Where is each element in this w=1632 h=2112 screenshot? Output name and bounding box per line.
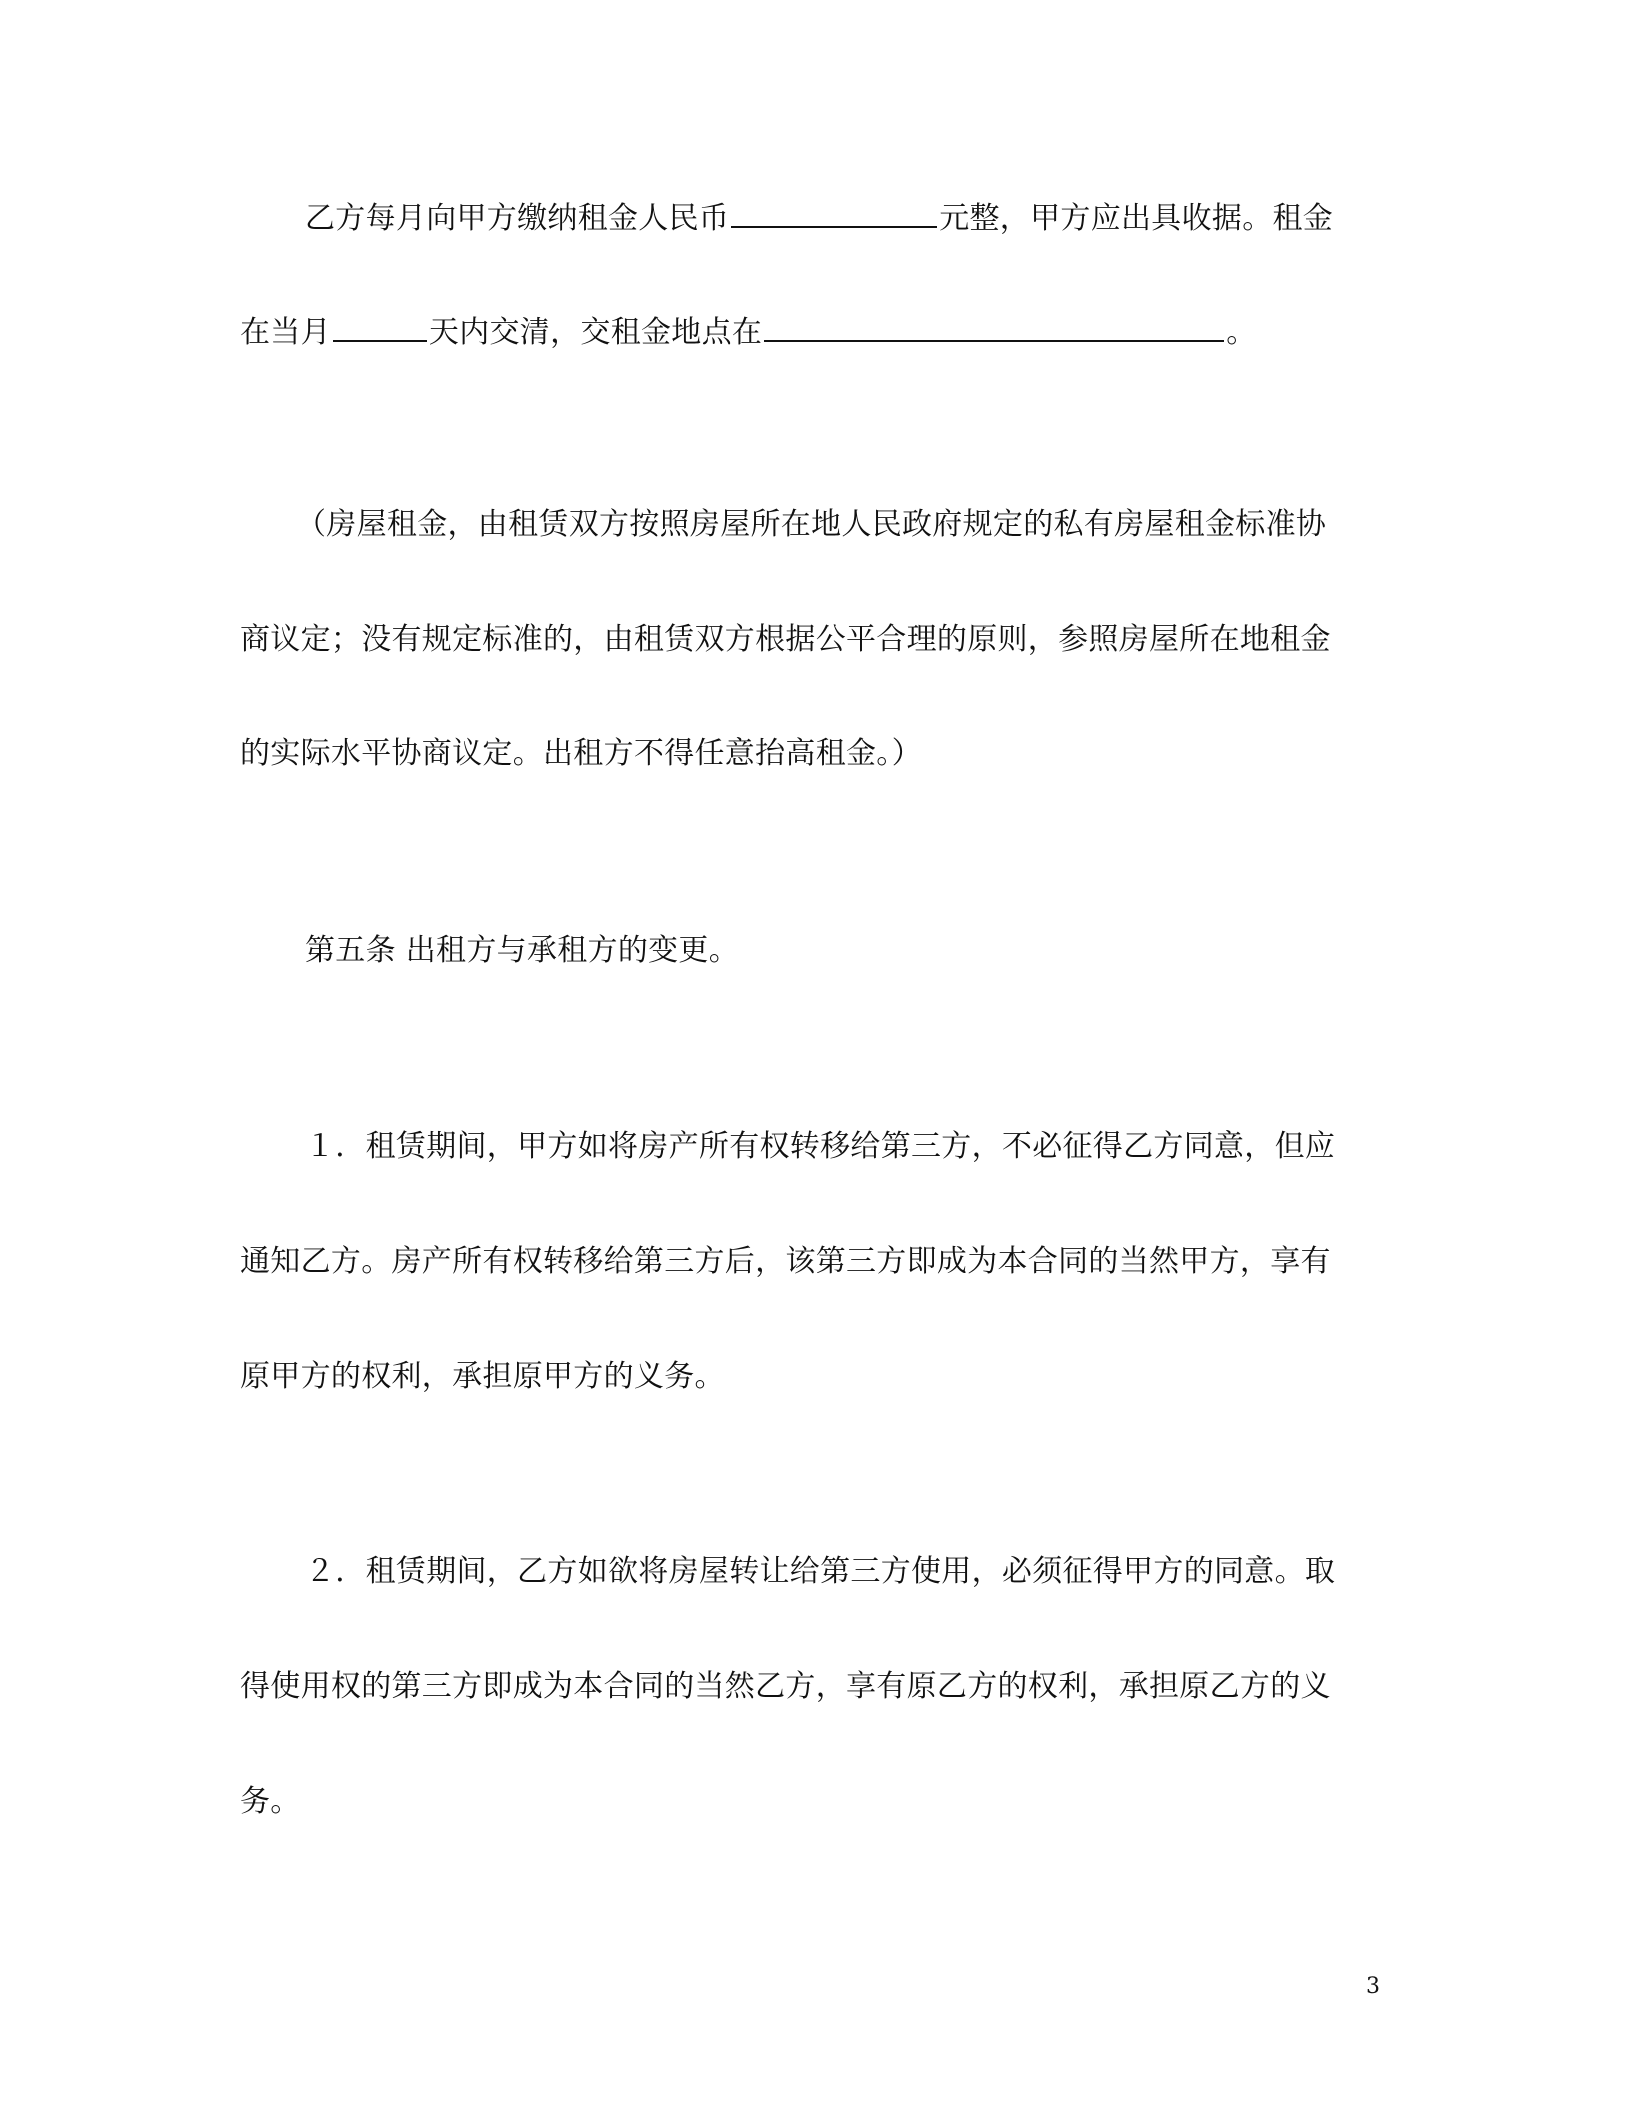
payment-location-suffix: 。 bbox=[1226, 315, 1257, 350]
payment-location-blank bbox=[764, 310, 1224, 342]
clause-1-line-1: １．租赁期间，甲方如将房产所有权转移给第三方，不必征得乙方同意，但应 bbox=[305, 1129, 1336, 1164]
rent-amount-blank bbox=[731, 196, 937, 228]
payment-location-prefix: 天内交清，交租金地点在 bbox=[428, 315, 763, 350]
payment-days-blank bbox=[333, 310, 427, 342]
rent-payment-line-2 bbox=[240, 310, 1257, 353]
article-5-heading: 第五条 出租方与承租方的变更。 bbox=[305, 933, 740, 968]
rent-note-line-3: 的实际水平协商议定。出租方不得任意抬高租金。） bbox=[240, 736, 922, 771]
rent-amount-suffix: 元整，甲方应出具收据。租金 bbox=[939, 201, 1334, 236]
rent-note-line-1: （房屋租金，由租赁双方按照房屋所在地人民政府规定的私有房屋租金标准协 bbox=[296, 507, 1327, 542]
rent-note-line-2: 商议定；没有规定标准的，由租赁双方根据公平合理的原则，参照房屋所在地租金 bbox=[240, 622, 1331, 657]
payment-days-prefix: 在当月 bbox=[240, 315, 331, 350]
clause-2-line-3: 务。 bbox=[240, 1784, 301, 1819]
clause-2-line-2: 得使用权的第三方即成为本合同的当然乙方，享有原乙方的权利，承担原乙方的义 bbox=[240, 1669, 1331, 1704]
page-number: 3 bbox=[1366, 1974, 1380, 1999]
clause-1-line-3: 原甲方的权利，承担原甲方的义务。 bbox=[240, 1359, 725, 1394]
clause-1-line-2: 通知乙方。房产所有权转移给第三方后，该第三方即成为本合同的当然甲方，享有 bbox=[240, 1244, 1331, 1279]
rent-amount-prefix: 乙方每月向甲方缴纳租金人民币 bbox=[305, 201, 730, 236]
rent-payment-line-1 bbox=[305, 196, 1333, 239]
clause-2-line-1: ２．租赁期间，乙方如欲将房屋转让给第三方使用，必须征得甲方的同意。取 bbox=[305, 1554, 1336, 1589]
